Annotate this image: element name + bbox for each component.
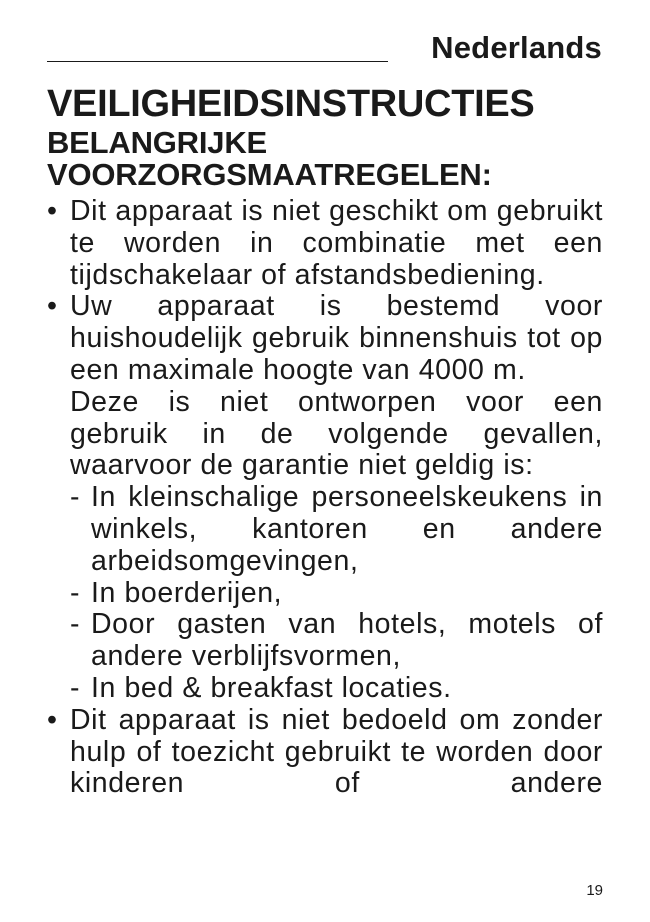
dash-mark: - xyxy=(70,671,81,704)
list-item-text: Door gasten van hotels, motels of andere verblijfsvormen, xyxy=(91,608,603,673)
exclusion-list xyxy=(70,482,603,705)
list-item xyxy=(70,482,603,577)
bullet-item-children xyxy=(47,705,603,800)
list-item-text: In bed & breakfast locaties. xyxy=(91,671,452,704)
bullet-item-timer xyxy=(47,196,603,291)
bullet-text: Uw apparaat is bestemd voor huishoudelijk gebruik binnenshuis tot op een maximale hoogte van 4000 m. xyxy=(70,290,603,386)
bullet-item-household-use xyxy=(47,291,603,704)
list-item xyxy=(70,578,603,610)
bullet-mark: • xyxy=(47,195,58,227)
bullet-followup-text: Deze is niet ontworpen voor een gebruik in de volgende gevallen, waarvoor de garantie niet geldig is: xyxy=(70,385,603,482)
dash-mark: - xyxy=(70,576,81,609)
dash-mark: - xyxy=(70,481,81,514)
header-rule xyxy=(47,61,388,62)
list-item xyxy=(70,609,603,673)
bullet-mark: • xyxy=(47,703,58,736)
dash-mark: - xyxy=(70,608,81,641)
language-label: Nederlands xyxy=(431,30,602,65)
list-item xyxy=(70,673,603,705)
page-title: VEILIGHEIDSINSTRUCTIES xyxy=(47,83,535,125)
safety-instructions xyxy=(47,196,603,800)
page-number: 19 xyxy=(586,882,603,899)
bullet-mark: • xyxy=(47,290,58,323)
section-subtitle: BELANGRIJKE VOORZORGSMAATREGELEN: xyxy=(47,125,492,192)
list-item-text: In kleinschalige personeelskeukens in winkels, kantoren en andere arbeidsomgevingen, xyxy=(91,481,603,577)
list-item-text: In boerderijen, xyxy=(91,576,283,609)
bullet-text: Dit apparaat is niet geschikt om gebruikt te worden in combinatie met een tijdschakelaar of afstandsbediening. xyxy=(70,195,603,291)
bullet-text: Dit apparaat is niet bedoeld om zonder hulp of toezicht gebruikt te worden door kinderen of andere xyxy=(70,703,603,800)
